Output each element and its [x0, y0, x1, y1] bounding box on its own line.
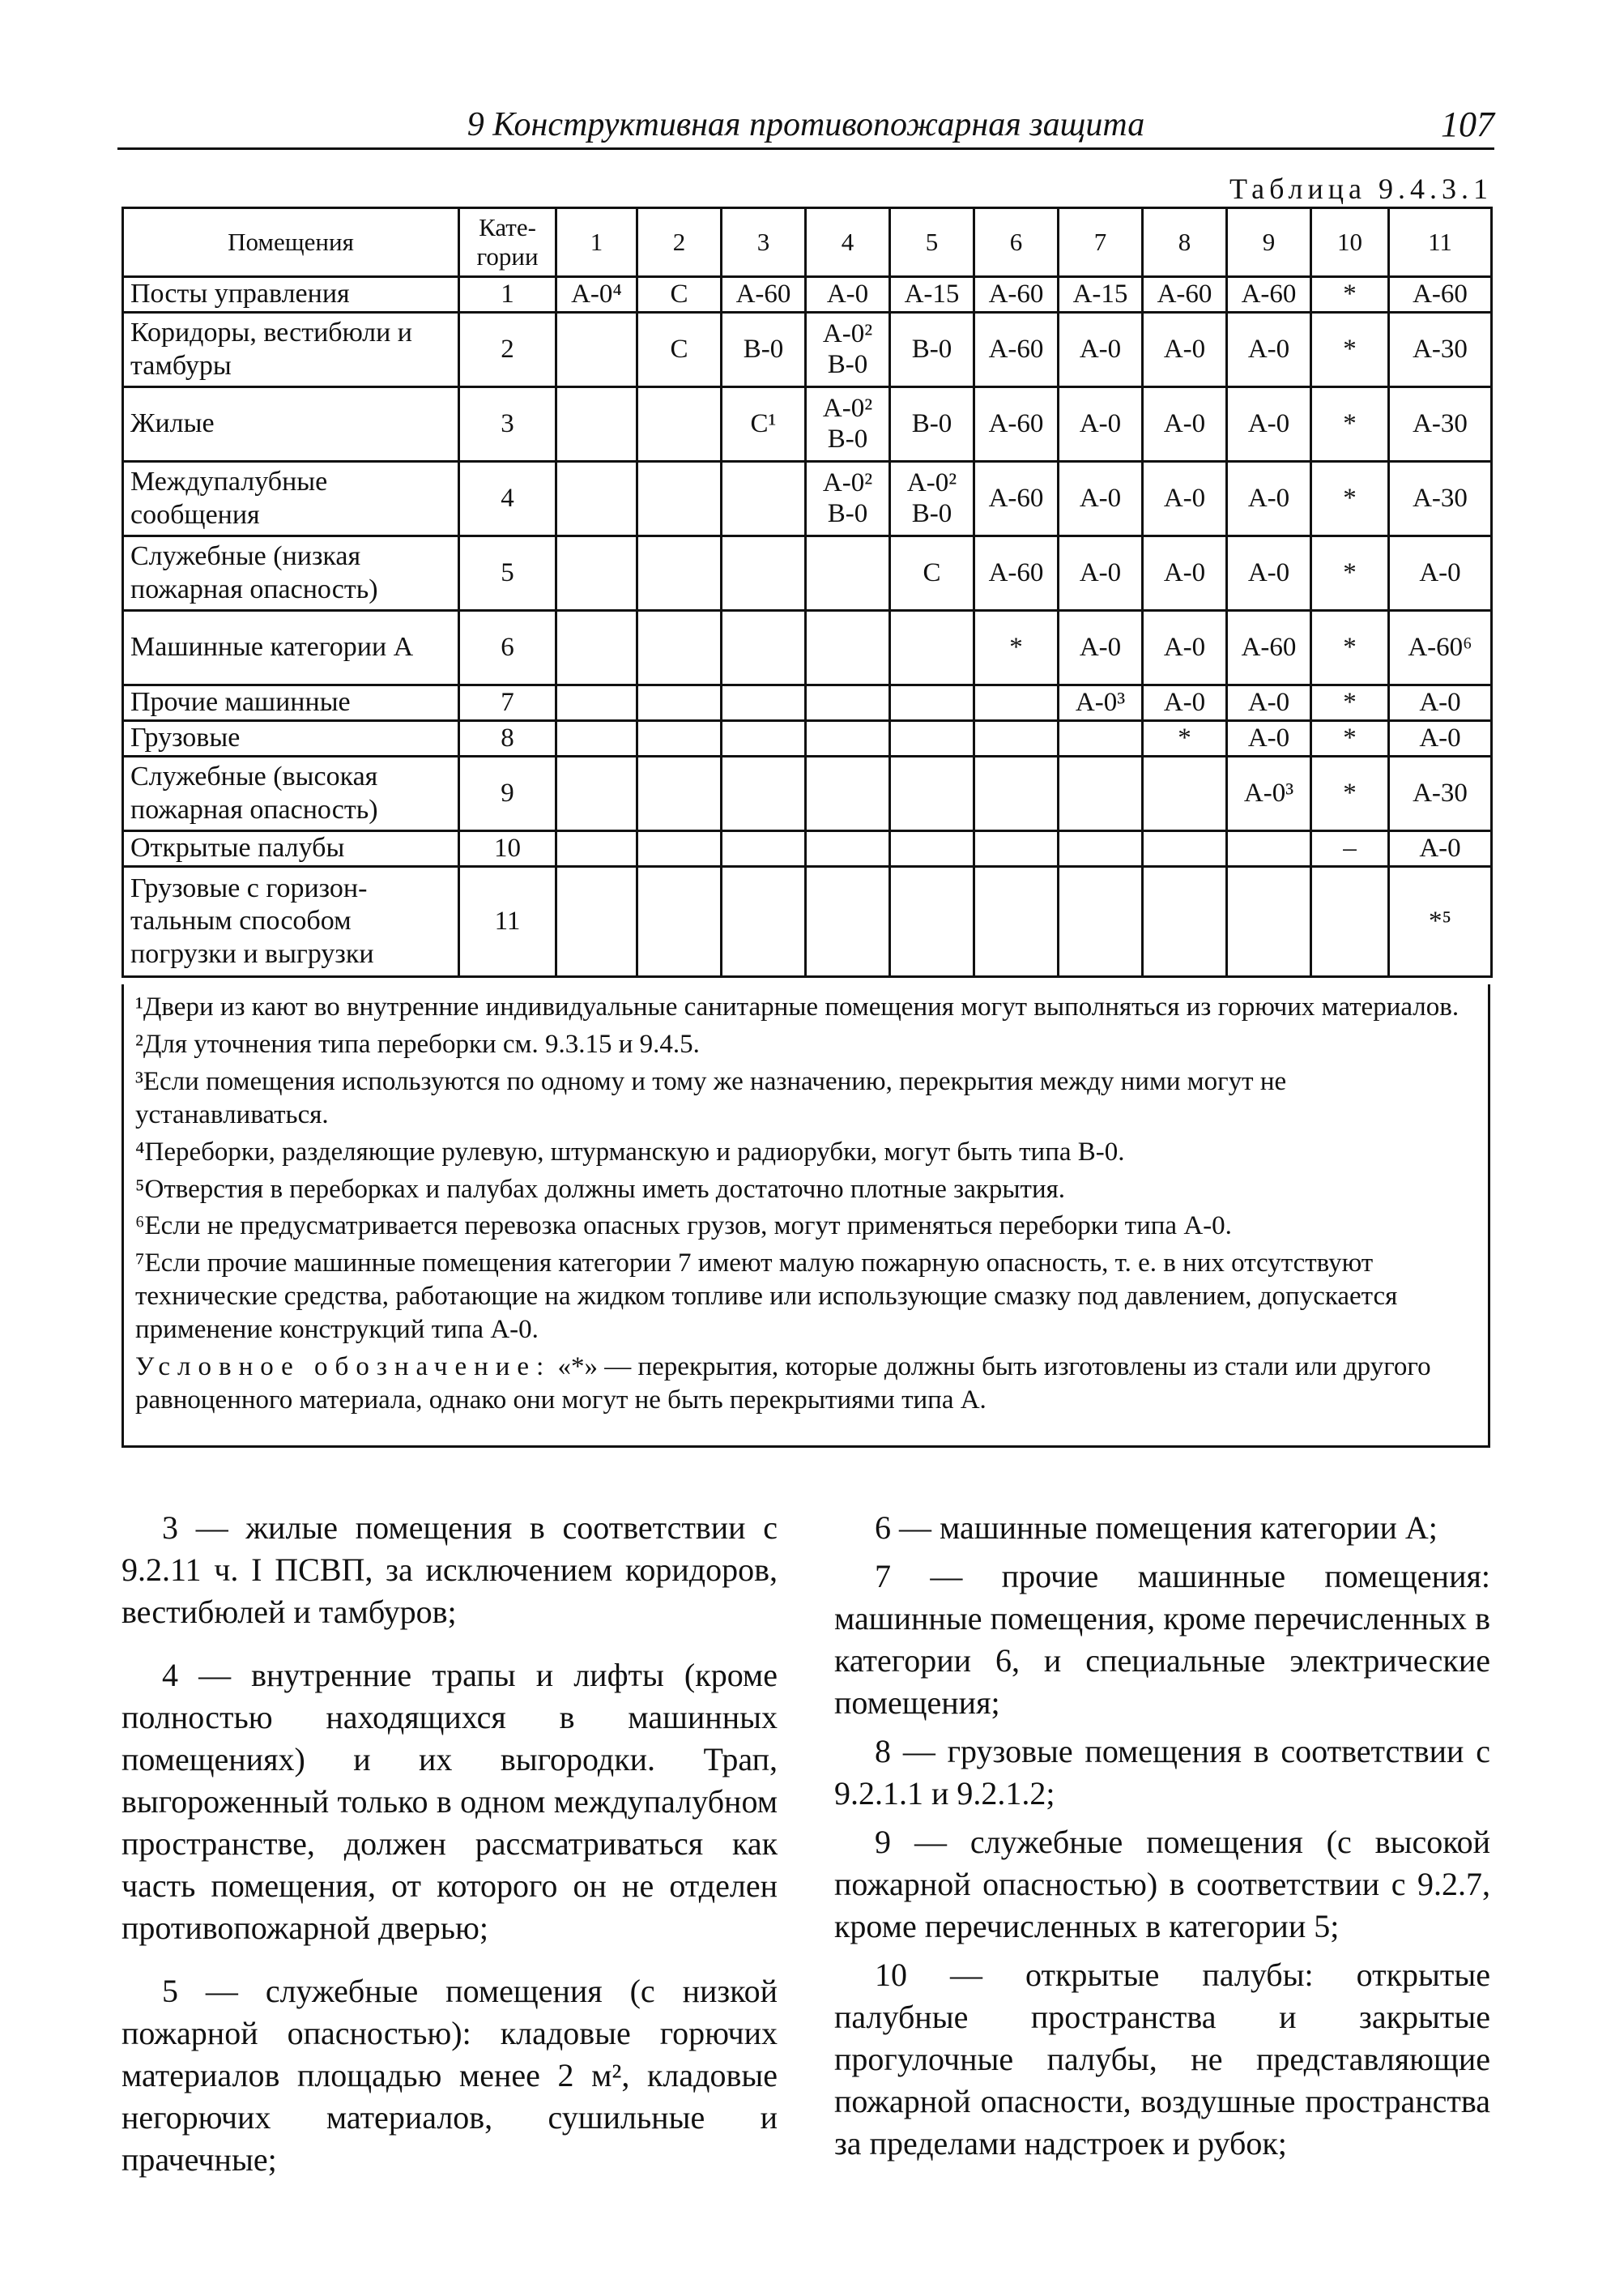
header-category: Кате-гории	[459, 208, 556, 277]
table-cell	[556, 685, 637, 721]
table-cell: А-0	[1059, 387, 1143, 462]
room-name: Грузовые с горизон-тальным способом погрузки и выгрузки	[123, 867, 459, 977]
table-cell	[556, 462, 637, 536]
table-cell	[890, 721, 974, 757]
table-cell: *	[1311, 536, 1389, 611]
table-cell: А-60	[722, 277, 806, 313]
table-cell	[556, 313, 637, 387]
category-number: 11	[459, 867, 556, 977]
table-cell	[1311, 867, 1389, 977]
table-row	[123, 831, 1492, 867]
room-name: Служебные (высокая пожарная опасность)	[123, 757, 459, 831]
header-col: 2	[637, 208, 722, 277]
table-cell	[1059, 757, 1143, 831]
table-cell: А-0	[1227, 536, 1311, 611]
table-cell: А-15	[1059, 277, 1143, 313]
table-cell: А-0² В-0	[890, 462, 974, 536]
table-cell	[974, 757, 1059, 831]
table-cell	[974, 867, 1059, 977]
table-row	[123, 536, 1492, 611]
table-cell	[974, 721, 1059, 757]
table-cell	[637, 757, 722, 831]
category-number: 7	[459, 685, 556, 721]
table-cell	[806, 685, 890, 721]
table-cell: *	[1311, 462, 1389, 536]
table-cell	[556, 387, 637, 462]
paragraph: 7 — прочие машинные помещения: машинные помещения, кроме перечисленных в категории 6, и специальные электрические помещения;	[834, 1558, 1490, 1721]
paragraph: 4 — внутренние трапы и лифты (кроме полностью находящихся в машинных помещениях) и их выгородки. Трап, выгороженный только в одном междупалубном пространстве, должен рассматриваться как часть помещения, от которого он не отделен противопожарной дверью;	[121, 1657, 778, 1946]
table-cell: А-0	[1227, 313, 1311, 387]
table-cell: С	[637, 277, 722, 313]
table-cell: А-30	[1389, 387, 1492, 462]
table-cell	[637, 387, 722, 462]
table-cell: А-60	[1143, 277, 1227, 313]
table-header-row	[123, 208, 1492, 277]
body-column-right	[834, 1507, 1490, 2171]
header-col: 6	[974, 208, 1059, 277]
paragraph: 6 — машинные помещения категории А;	[875, 1509, 1438, 1546]
legend-label: Условное обозначение:	[135, 1352, 552, 1382]
table-cell	[556, 611, 637, 685]
table-caption: Таблица 9.4.3.1	[1229, 173, 1493, 205]
table-cell	[637, 867, 722, 977]
table-cell: А-30	[1389, 462, 1492, 536]
table-cell: А-0² В-0	[806, 462, 890, 536]
body-column-left	[121, 1507, 778, 2202]
table-cell	[556, 831, 637, 867]
table-cell	[556, 536, 637, 611]
page-header	[117, 97, 1494, 150]
table-cell	[890, 685, 974, 721]
table-row	[123, 685, 1492, 721]
table-cell	[722, 867, 806, 977]
table-cell	[722, 721, 806, 757]
table-cell: А-0⁴	[556, 277, 637, 313]
table-row	[123, 313, 1492, 387]
table-row	[123, 867, 1492, 977]
table-cell	[1059, 831, 1143, 867]
table-cell: *	[1311, 685, 1389, 721]
table-cell: А-60	[974, 313, 1059, 387]
table-cell	[1143, 831, 1227, 867]
table-cell	[1143, 867, 1227, 977]
header-col: 1	[556, 208, 637, 277]
header-col: 4	[806, 208, 890, 277]
table-cell: *	[974, 611, 1059, 685]
table-cell: А-0	[1059, 536, 1143, 611]
table-notes	[121, 984, 1490, 1448]
room-name: Открытые палубы	[123, 831, 459, 867]
category-number: 2	[459, 313, 556, 387]
footnote: ²Для уточнения типа переборки см. 9.3.15 и 9.4.5.	[135, 1029, 700, 1059]
header-col: 11	[1389, 208, 1492, 277]
table-cell	[806, 611, 890, 685]
header-col: 9	[1227, 208, 1311, 277]
category-number: 4	[459, 462, 556, 536]
legend	[135, 1351, 1477, 1417]
header-col: 10	[1311, 208, 1389, 277]
table-cell	[722, 757, 806, 831]
header-col: 3	[722, 208, 806, 277]
category-number: 8	[459, 721, 556, 757]
table-cell: А-0	[1143, 387, 1227, 462]
room-name: Служебные (низкая пожарная опасность)	[123, 536, 459, 611]
table-cell: А-0	[1143, 313, 1227, 387]
category-number: 10	[459, 831, 556, 867]
table-cell: А-0	[1059, 313, 1143, 387]
table-cell	[556, 721, 637, 757]
table-cell: *	[1311, 757, 1389, 831]
table-cell: А-0	[1227, 685, 1311, 721]
table-cell	[722, 462, 806, 536]
table-cell: *⁵	[1389, 867, 1492, 977]
table-cell: А-0	[1389, 721, 1492, 757]
room-name: Грузовые	[123, 721, 459, 757]
table-cell	[1059, 721, 1143, 757]
table-cell	[637, 721, 722, 757]
table-cell	[637, 536, 722, 611]
room-name: Жилые	[123, 387, 459, 462]
footnote: ³Если помещения используются по одному и тому же назначению, перекрытия между ними могут не устанавливаться.	[135, 1066, 1287, 1129]
table-cell: С	[637, 313, 722, 387]
table-cell: В-0	[890, 313, 974, 387]
page-number: 107	[1441, 105, 1494, 144]
table-cell: С¹	[722, 387, 806, 462]
table-cell	[722, 536, 806, 611]
running-title: 9 Конструктивная противопожарная защита	[467, 106, 1145, 143]
table-cell: А-0	[1227, 387, 1311, 462]
table-cell: А-60	[974, 387, 1059, 462]
table-cell: А-0	[1227, 721, 1311, 757]
table-cell: В-0	[890, 387, 974, 462]
table-cell	[974, 831, 1059, 867]
table-cell	[722, 611, 806, 685]
table-cell: С	[890, 536, 974, 611]
room-name: Посты управления	[123, 277, 459, 313]
table-cell: А-0² В-0	[806, 387, 890, 462]
paragraph: 9 — служебные помещения (с высокой пожарной опасностью) в соответствии с 9.2.7, кроме перечисленных в категории 5;	[834, 1824, 1490, 1944]
table-cell	[1227, 867, 1311, 977]
table-cell	[890, 867, 974, 977]
room-name: Междупалубные сообщения	[123, 462, 459, 536]
table-cell: А-0	[806, 277, 890, 313]
table-cell: А-0	[1389, 536, 1492, 611]
header-rooms: Помещения	[123, 208, 459, 277]
table-cell: А-15	[890, 277, 974, 313]
category-number: 9	[459, 757, 556, 831]
table-cell	[556, 757, 637, 831]
footnote: ⁶Если не предусматривается перевозка опасных грузов, могут применяться переборки типа А-0.	[135, 1211, 1232, 1241]
paragraph: 3 — жилые помещения в соответствии с 9.2.11 ч. I ПСВП, за исключением коридоров, вестибюлей и тамбуров;	[121, 1509, 778, 1630]
table-cell: А-0² В-0	[806, 313, 890, 387]
table-cell	[806, 721, 890, 757]
table-row	[123, 611, 1492, 685]
paragraph: 8 — грузовые помещения в соответствии с 9.2.1.1 и 9.2.1.2;	[834, 1733, 1490, 1812]
table-cell: А-30	[1389, 757, 1492, 831]
table-cell	[722, 685, 806, 721]
table-cell	[806, 867, 890, 977]
paragraph: 5 — служебные помещения (с низкой пожарной опасностью): кладовые горючих материалов площадью менее 2 м², кладовые негорючих материалов, сушильные и прачечные;	[121, 1973, 778, 2178]
table-row	[123, 277, 1492, 313]
legend-text: «*» — перекрытия, которые должны быть изготовлены из стали или другого равноценного материала, однако они могут не быть перекрытиями типа А.	[135, 1352, 1431, 1415]
table-row	[123, 462, 1492, 536]
table-cell	[637, 831, 722, 867]
table-cell: А-0	[1389, 831, 1492, 867]
footnote: ⁷Если прочие машинные помещения категории 7 имеют малую пожарную опасность, т. е. в них отсутствуют технические средства, работающие на жидком топливе или использующие смазку под давлением, допускается применение конструкций типа А-0.	[135, 1248, 1398, 1345]
table-cell: А-60	[974, 536, 1059, 611]
room-name: Прочие машинные	[123, 685, 459, 721]
table-cell	[806, 831, 890, 867]
table-cell: А-0	[1143, 536, 1227, 611]
table-cell: В-0	[722, 313, 806, 387]
table-cell: *	[1311, 277, 1389, 313]
table-row	[123, 721, 1492, 757]
table-cell	[806, 536, 890, 611]
category-number: 5	[459, 536, 556, 611]
table-cell: *	[1143, 721, 1227, 757]
table-cell: *	[1311, 313, 1389, 387]
table-cell	[974, 685, 1059, 721]
room-name: Машинные категории А	[123, 611, 459, 685]
table-cell: А-0	[1143, 685, 1227, 721]
table-cell	[637, 611, 722, 685]
table-cell: А-0	[1389, 685, 1492, 721]
table-cell	[1227, 831, 1311, 867]
header-col: 8	[1143, 208, 1227, 277]
table-cell	[556, 867, 637, 977]
room-name: Коридоры, вестибюли и тамбуры	[123, 313, 459, 387]
table-cell: –	[1311, 831, 1389, 867]
table-row	[123, 757, 1492, 831]
table-cell: А-30	[1389, 313, 1492, 387]
category-number: 3	[459, 387, 556, 462]
header-col: 7	[1059, 208, 1143, 277]
table-cell: А-0	[1227, 462, 1311, 536]
table-cell	[637, 462, 722, 536]
footnote: ⁴Переборки, разделяющие рулевую, штурманскую и радиорубки, могут быть типа В-0.	[135, 1137, 1125, 1167]
table-cell: А-60	[1227, 611, 1311, 685]
table-cell	[806, 757, 890, 831]
table-cell: А-60	[1227, 277, 1311, 313]
header-col: 5	[890, 208, 974, 277]
table-cell	[890, 831, 974, 867]
table-cell: *	[1311, 611, 1389, 685]
table-cell	[890, 611, 974, 685]
table-cell: А-0³	[1059, 685, 1143, 721]
table-row	[123, 387, 1492, 462]
table-cell: А-0	[1143, 611, 1227, 685]
fire-separation-table	[121, 207, 1493, 978]
paragraph: 10 — открытые палубы: открытые палубные пространства и закрытые прогулочные палубы, не представляющие пожарной опасности, воздушные пространства за пределами надстроек и рубок;	[834, 1957, 1490, 2162]
table-cell	[1059, 867, 1143, 977]
footnote: ¹Двери из кают во внутренние индивидуальные санитарные помещения могут выполняться из горючих материалов.	[135, 992, 1460, 1022]
table-cell: А-0	[1143, 462, 1227, 536]
table-cell	[637, 685, 722, 721]
footnote: ⁵Отверстия в переборках и палубах должны иметь достаточно плотные закрытия.	[135, 1174, 1066, 1204]
category-number: 6	[459, 611, 556, 685]
table-cell	[890, 757, 974, 831]
table-cell	[722, 831, 806, 867]
table-cell: *	[1311, 387, 1389, 462]
table-cell: *	[1311, 721, 1389, 757]
table-cell: А-60	[1389, 277, 1492, 313]
table-cell	[1143, 757, 1227, 831]
table-cell: А-0	[1059, 462, 1143, 536]
table-cell: А-60⁶	[1389, 611, 1492, 685]
table-cell: А-0	[1059, 611, 1143, 685]
table-cell: А-60	[974, 277, 1059, 313]
category-number: 1	[459, 277, 556, 313]
table-cell: А-0³	[1227, 757, 1311, 831]
table-cell: А-60	[974, 462, 1059, 536]
